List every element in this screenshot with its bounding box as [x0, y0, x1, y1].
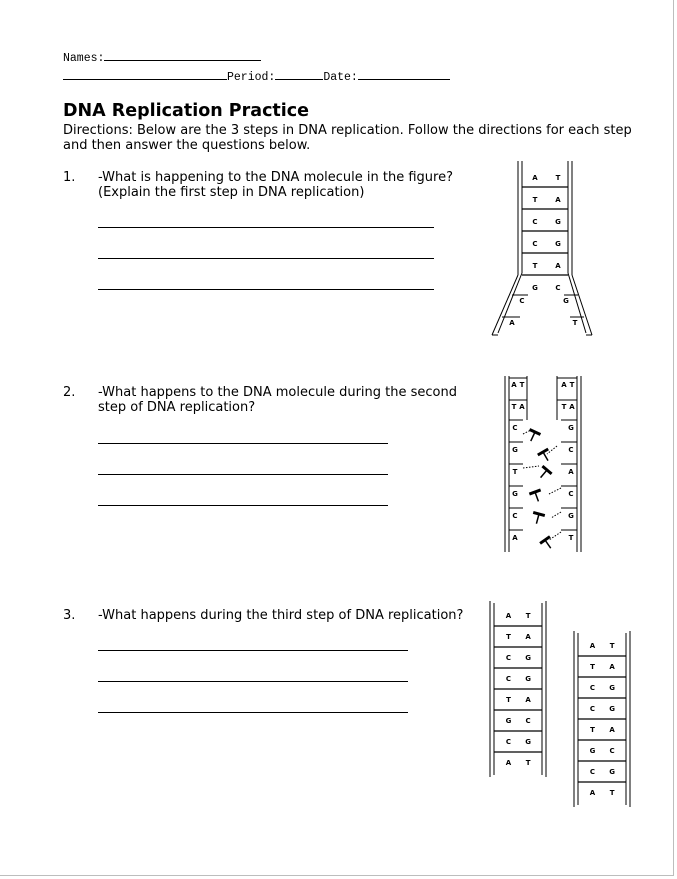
answer-line[interactable]	[98, 289, 434, 290]
fig3-right-molecule-base-left: T	[590, 663, 595, 672]
fig2-arrow	[523, 466, 539, 468]
answer-line[interactable]	[98, 443, 388, 444]
fig2-arrow	[549, 532, 561, 540]
fig2-nucleotide-stem	[541, 470, 547, 478]
fig3-left-molecule-base-right: G	[525, 654, 531, 663]
fig2-free-nucleotide	[529, 490, 544, 504]
fig2-free-nucleotide	[525, 429, 540, 443]
fig2-arrow	[549, 488, 561, 494]
answer-line[interactable]	[98, 505, 388, 506]
answer-line[interactable]	[98, 258, 434, 259]
fig2-nucleotide-stem	[545, 540, 551, 548]
fig2-free-nucleotide	[538, 449, 553, 464]
fig1-base-left: A	[532, 174, 538, 182]
fig2-top-base-left: A	[511, 381, 517, 389]
fig2-left-base: T	[512, 468, 518, 476]
fig3-left-molecule-base-left: T	[506, 696, 511, 705]
fig3-left-molecule-base-left: A	[505, 759, 512, 768]
fig1-base-right: T	[555, 174, 561, 182]
fig2-top-base-left: T	[519, 381, 525, 389]
dna-unzipping-figure	[480, 155, 600, 345]
fig3-right-molecule-base-left: C	[589, 768, 596, 777]
answer-line[interactable]	[98, 650, 408, 651]
fig3-left-molecule-base-right: A	[525, 633, 531, 642]
fig3-right-molecule-base-left: A	[589, 642, 596, 651]
fig1-base-right: G	[555, 218, 561, 226]
fig2-top-base-right: T	[569, 381, 575, 389]
fig3-left-molecule-base-right: C	[525, 717, 531, 726]
fig2-left-base: A	[512, 534, 518, 542]
fig1-base-left: C	[519, 297, 525, 305]
fig2-top-base-left: T	[511, 403, 517, 411]
fig2-right-base: G	[568, 424, 574, 432]
fig3-right-molecule-base-right: G	[609, 768, 615, 777]
period-date-row	[63, 68, 450, 84]
fig3-right-molecule-base-left: C	[589, 684, 596, 693]
fig3-left-molecule-base-left: T	[506, 633, 511, 642]
fig2-free-nucleotide	[531, 512, 545, 525]
fig2-arrow	[551, 512, 561, 518]
fig2-nucleotide-stem	[535, 492, 538, 501]
fig3-right-molecule-base-left: T	[590, 726, 595, 735]
fig1-base-left: A	[509, 319, 515, 327]
date-label: Date:	[323, 71, 358, 84]
fig3-left-molecule-base-right: T	[525, 612, 531, 621]
answer-line[interactable]	[98, 474, 388, 475]
fig2-top-base-right: T	[561, 403, 567, 411]
fig3-left-molecule-base-right: T	[525, 759, 531, 768]
question-1-number: 1.	[63, 170, 76, 185]
answer-line[interactable]	[98, 681, 408, 682]
question-1-text: -What is happening to the DNA molecule in the figure? (Explain the first step in DNA replication)	[98, 170, 454, 200]
fig2-top-base-right: A	[569, 403, 575, 411]
fig3-right-molecule-base-left: G	[589, 747, 596, 756]
fig2-left-base: C	[512, 424, 518, 432]
fig2-left-base: C	[512, 512, 518, 520]
fig1-base-left: T	[532, 262, 538, 270]
directions-text: Directions: Below are the 3 steps in DNA replication. Follow the directions for each step and then answer the questions below.	[63, 123, 632, 153]
fig2-free-nucleotide	[536, 466, 552, 481]
fig2-left-base: G	[512, 490, 518, 498]
period-blank[interactable]	[275, 68, 323, 80]
fig2-right-base: T	[568, 534, 574, 542]
fig3-left-molecule-base-left: C	[505, 675, 512, 684]
fig2-top-base-left: A	[519, 403, 525, 411]
fig3-right-molecule-base-right: T	[609, 789, 615, 798]
fig1-base-right: G	[555, 240, 561, 248]
fig3-left-molecule-base-left: G	[505, 717, 512, 726]
fig1-base-right: T	[572, 319, 578, 327]
fig1-base-right: C	[555, 284, 561, 292]
fig3-right-molecule-base-right: T	[609, 642, 615, 651]
fig1-base-right: A	[555, 262, 561, 270]
fig1-base-left: C	[532, 240, 538, 248]
names-row	[63, 49, 261, 65]
fig1-base-right: G	[563, 297, 569, 305]
fig2-top-base-right: A	[561, 381, 567, 389]
answer-line[interactable]	[98, 227, 434, 228]
dna-two-molecules-figure	[480, 595, 635, 810]
names-label: Names:	[63, 52, 105, 65]
fig3-left-molecule-base-left: A	[505, 612, 512, 621]
fig3-right-molecule-base-right: G	[609, 684, 615, 693]
fig3-right-molecule-base-right: A	[609, 663, 615, 672]
page-title: DNA Replication Practice	[63, 101, 310, 121]
fig1-base-left: T	[532, 196, 538, 204]
fig2-right-base: G	[568, 512, 574, 520]
date-blank[interactable]	[358, 68, 450, 80]
fig2-nucleotide-stem	[531, 432, 535, 441]
fig3-left-molecule-base-right: G	[525, 738, 531, 747]
fig3-right-molecule-base-right: G	[609, 705, 615, 714]
fig2-right-base: C	[568, 490, 574, 498]
fig3-left-molecule-base-right: G	[525, 675, 531, 684]
dna-base-pairing-figure	[495, 372, 595, 557]
fig2-right-base: A	[568, 468, 574, 476]
fig2-right-base: C	[568, 446, 574, 454]
fig1-base-left: C	[532, 218, 538, 226]
fig3-right-molecule-base-left: C	[589, 705, 596, 714]
fig2-left-base: G	[512, 446, 518, 454]
answer-line[interactable]	[98, 712, 408, 713]
names-blank-2[interactable]	[63, 68, 227, 80]
question-3-text: -What happens during the third step of DNA replication?	[98, 608, 464, 623]
period-label: Period:	[227, 71, 276, 84]
question-3-number: 3.	[63, 608, 76, 623]
fig3-left-molecule-base-left: C	[505, 654, 512, 663]
fig2-nucleotide-stem	[536, 514, 539, 524]
question-2-number: 2.	[63, 385, 76, 400]
fig3-left-molecule-base-left: C	[505, 738, 512, 747]
fig3-right-molecule-base-left: A	[589, 789, 596, 798]
fig1-base-right: A	[555, 196, 561, 204]
fig1-base-left: G	[532, 284, 538, 292]
fig3-left-molecule-base-right: A	[525, 696, 531, 705]
fig3-right-molecule-base-right: A	[609, 726, 615, 735]
question-2-text: -What happens to the DNA molecule during the second step of DNA replication?	[98, 385, 457, 415]
fig2-free-nucleotide	[540, 537, 556, 552]
fig3-right-molecule-base-right: C	[609, 747, 615, 756]
names-blank[interactable]	[104, 49, 261, 61]
